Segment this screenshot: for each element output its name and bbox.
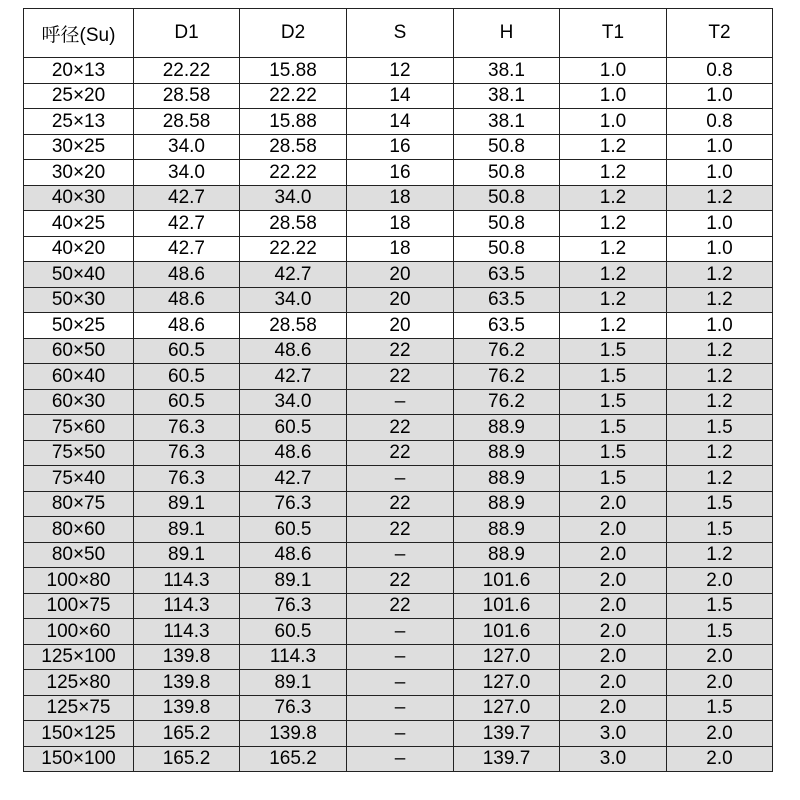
cell-h: 50.8 bbox=[454, 236, 560, 262]
cell-t2: 1.5 bbox=[667, 619, 773, 645]
cell-h: 63.5 bbox=[454, 262, 560, 288]
cell-d2: 28.58 bbox=[240, 313, 347, 339]
table-row bbox=[24, 287, 773, 313]
cell-d1: 48.6 bbox=[134, 313, 240, 339]
cell-d1: 60.5 bbox=[134, 338, 240, 364]
cell-t2: 1.2 bbox=[667, 440, 773, 466]
cell-nominal-size: 100×75 bbox=[24, 593, 134, 619]
table-row bbox=[24, 364, 773, 390]
cell-t1: 2.0 bbox=[560, 695, 667, 721]
cell-d2: 42.7 bbox=[240, 364, 347, 390]
cell-t2: 2.0 bbox=[667, 568, 773, 594]
cell-t1: 1.2 bbox=[560, 313, 667, 339]
cell-d2: 60.5 bbox=[240, 619, 347, 645]
cell-t2: 2.0 bbox=[667, 670, 773, 696]
table-row bbox=[24, 389, 773, 415]
cell-h: 76.2 bbox=[454, 389, 560, 415]
table-row bbox=[24, 313, 773, 339]
cell-d1: 42.7 bbox=[134, 185, 240, 211]
cell-t2: 1.2 bbox=[667, 364, 773, 390]
cell-nominal-size: 60×50 bbox=[24, 338, 134, 364]
table-row bbox=[24, 185, 773, 211]
cell-h: 88.9 bbox=[454, 491, 560, 517]
cell-d2: 76.3 bbox=[240, 491, 347, 517]
cell-d1: 165.2 bbox=[134, 721, 240, 747]
table-row bbox=[24, 440, 773, 466]
cell-s: – bbox=[347, 746, 454, 772]
cell-t2: 1.5 bbox=[667, 517, 773, 543]
cell-t2: 2.0 bbox=[667, 644, 773, 670]
cell-d2: 42.7 bbox=[240, 262, 347, 288]
cell-d1: 42.7 bbox=[134, 236, 240, 262]
cell-h: 50.8 bbox=[454, 185, 560, 211]
cell-h: 139.7 bbox=[454, 721, 560, 747]
cell-d2: 76.3 bbox=[240, 695, 347, 721]
table-row bbox=[24, 695, 773, 721]
cell-nominal-size: 40×30 bbox=[24, 185, 134, 211]
cell-s: 22 bbox=[347, 364, 454, 390]
cell-t1: 2.0 bbox=[560, 619, 667, 645]
cell-h: 50.8 bbox=[454, 211, 560, 237]
cell-s: 14 bbox=[347, 83, 454, 109]
header-nominal-size: 呼径(Su) bbox=[24, 9, 134, 58]
cell-d2: 15.88 bbox=[240, 58, 347, 84]
cell-d2: 60.5 bbox=[240, 415, 347, 441]
cell-t2: 1.2 bbox=[667, 542, 773, 568]
table-row bbox=[24, 593, 773, 619]
cell-h: 88.9 bbox=[454, 466, 560, 492]
table-row bbox=[24, 542, 773, 568]
cell-d1: 139.8 bbox=[134, 644, 240, 670]
cell-h: 88.9 bbox=[454, 440, 560, 466]
dimension-table bbox=[23, 8, 773, 772]
table-row bbox=[24, 58, 773, 84]
cell-d1: 34.0 bbox=[134, 134, 240, 160]
cell-h: 63.5 bbox=[454, 313, 560, 339]
cell-t1: 1.2 bbox=[560, 211, 667, 237]
header-d1: D1 bbox=[134, 9, 240, 58]
cell-t1: 1.2 bbox=[560, 287, 667, 313]
cell-h: 38.1 bbox=[454, 109, 560, 135]
cell-s: 20 bbox=[347, 287, 454, 313]
cell-nominal-size: 150×125 bbox=[24, 721, 134, 747]
cell-nominal-size: 125×80 bbox=[24, 670, 134, 696]
cell-h: 50.8 bbox=[454, 160, 560, 186]
cell-nominal-size: 80×60 bbox=[24, 517, 134, 543]
cell-d2: 89.1 bbox=[240, 670, 347, 696]
cell-d1: 76.3 bbox=[134, 466, 240, 492]
cell-h: 101.6 bbox=[454, 593, 560, 619]
table-row bbox=[24, 134, 773, 160]
cell-d1: 60.5 bbox=[134, 364, 240, 390]
cell-s: – bbox=[347, 542, 454, 568]
cell-h: 127.0 bbox=[454, 644, 560, 670]
cell-d1: 48.6 bbox=[134, 287, 240, 313]
cell-nominal-size: 80×50 bbox=[24, 542, 134, 568]
table-row bbox=[24, 83, 773, 109]
cell-s: 18 bbox=[347, 211, 454, 237]
cell-s: 20 bbox=[347, 313, 454, 339]
cell-d1: 48.6 bbox=[134, 262, 240, 288]
cell-t1: 1.5 bbox=[560, 389, 667, 415]
cell-nominal-size: 60×40 bbox=[24, 364, 134, 390]
cell-s: – bbox=[347, 466, 454, 492]
cell-nominal-size: 125×75 bbox=[24, 695, 134, 721]
cell-s: – bbox=[347, 695, 454, 721]
cell-nominal-size: 75×40 bbox=[24, 466, 134, 492]
cell-t1: 1.0 bbox=[560, 109, 667, 135]
cell-d2: 48.6 bbox=[240, 440, 347, 466]
table-row bbox=[24, 721, 773, 747]
cell-t1: 2.0 bbox=[560, 670, 667, 696]
cell-t1: 1.5 bbox=[560, 415, 667, 441]
cell-d1: 165.2 bbox=[134, 746, 240, 772]
cell-t2: 1.2 bbox=[667, 262, 773, 288]
cell-d1: 42.7 bbox=[134, 211, 240, 237]
cell-t1: 1.2 bbox=[560, 185, 667, 211]
cell-t1: 1.5 bbox=[560, 338, 667, 364]
cell-d2: 34.0 bbox=[240, 389, 347, 415]
cell-s: 22 bbox=[347, 593, 454, 619]
cell-t1: 1.5 bbox=[560, 364, 667, 390]
cell-d1: 89.1 bbox=[134, 491, 240, 517]
header-h: H bbox=[454, 9, 560, 58]
header-t1: T1 bbox=[560, 9, 667, 58]
cell-d2: 22.22 bbox=[240, 160, 347, 186]
cell-h: 88.9 bbox=[454, 542, 560, 568]
cell-s: 22 bbox=[347, 440, 454, 466]
cell-h: 139.7 bbox=[454, 746, 560, 772]
cell-t1: 2.0 bbox=[560, 568, 667, 594]
cell-t2: 1.0 bbox=[667, 236, 773, 262]
table-row bbox=[24, 415, 773, 441]
cell-t2: 1.0 bbox=[667, 160, 773, 186]
cell-nominal-size: 25×13 bbox=[24, 109, 134, 135]
cell-t2: 1.2 bbox=[667, 389, 773, 415]
cell-t1: 1.0 bbox=[560, 83, 667, 109]
cell-s: 14 bbox=[347, 109, 454, 135]
cell-d2: 34.0 bbox=[240, 287, 347, 313]
cell-d2: 22.22 bbox=[240, 236, 347, 262]
cell-nominal-size: 75×50 bbox=[24, 440, 134, 466]
cell-nominal-size: 100×80 bbox=[24, 568, 134, 594]
cell-nominal-size: 50×25 bbox=[24, 313, 134, 339]
cell-t2: 2.0 bbox=[667, 746, 773, 772]
header-t2: T2 bbox=[667, 9, 773, 58]
cell-nominal-size: 30×20 bbox=[24, 160, 134, 186]
table-row bbox=[24, 517, 773, 543]
cell-t1: 1.2 bbox=[560, 160, 667, 186]
table-row bbox=[24, 109, 773, 135]
cell-s: 16 bbox=[347, 134, 454, 160]
cell-t2: 0.8 bbox=[667, 109, 773, 135]
table-row bbox=[24, 262, 773, 288]
cell-d1: 114.3 bbox=[134, 593, 240, 619]
cell-s: 22 bbox=[347, 338, 454, 364]
cell-d1: 76.3 bbox=[134, 440, 240, 466]
table-row bbox=[24, 619, 773, 645]
cell-t2: 0.8 bbox=[667, 58, 773, 84]
cell-s: – bbox=[347, 670, 454, 696]
cell-d1: 28.58 bbox=[134, 83, 240, 109]
cell-t2: 1.5 bbox=[667, 415, 773, 441]
cell-nominal-size: 30×25 bbox=[24, 134, 134, 160]
cell-h: 63.5 bbox=[454, 287, 560, 313]
cell-nominal-size: 125×100 bbox=[24, 644, 134, 670]
cell-d2: 34.0 bbox=[240, 185, 347, 211]
cell-t1: 3.0 bbox=[560, 746, 667, 772]
cell-s: 18 bbox=[347, 185, 454, 211]
cell-t2: 1.2 bbox=[667, 287, 773, 313]
cell-t1: 1.2 bbox=[560, 134, 667, 160]
table-row bbox=[24, 491, 773, 517]
table-row bbox=[24, 338, 773, 364]
cell-t1: 2.0 bbox=[560, 491, 667, 517]
cell-h: 127.0 bbox=[454, 670, 560, 696]
cell-d1: 76.3 bbox=[134, 415, 240, 441]
cell-t1: 1.5 bbox=[560, 440, 667, 466]
cell-s: 22 bbox=[347, 415, 454, 441]
cell-s: 16 bbox=[347, 160, 454, 186]
cell-t2: 1.5 bbox=[667, 593, 773, 619]
table-header bbox=[24, 9, 773, 58]
cell-d2: 76.3 bbox=[240, 593, 347, 619]
cell-s: 22 bbox=[347, 491, 454, 517]
cell-s: 18 bbox=[347, 236, 454, 262]
cell-d1: 114.3 bbox=[134, 568, 240, 594]
table-row bbox=[24, 746, 773, 772]
cell-t1: 2.0 bbox=[560, 644, 667, 670]
header-d2: D2 bbox=[240, 9, 347, 58]
cell-t2: 1.2 bbox=[667, 466, 773, 492]
cell-h: 101.6 bbox=[454, 619, 560, 645]
cell-nominal-size: 100×60 bbox=[24, 619, 134, 645]
cell-h: 38.1 bbox=[454, 83, 560, 109]
cell-d2: 139.8 bbox=[240, 721, 347, 747]
cell-h: 88.9 bbox=[454, 415, 560, 441]
cell-d1: 89.1 bbox=[134, 542, 240, 568]
cell-h: 50.8 bbox=[454, 134, 560, 160]
cell-d1: 28.58 bbox=[134, 109, 240, 135]
cell-nominal-size: 25×20 bbox=[24, 83, 134, 109]
cell-d2: 28.58 bbox=[240, 211, 347, 237]
table-row bbox=[24, 466, 773, 492]
cell-s: 22 bbox=[347, 568, 454, 594]
cell-d1: 139.8 bbox=[134, 695, 240, 721]
table-row bbox=[24, 670, 773, 696]
cell-t1: 1.2 bbox=[560, 236, 667, 262]
cell-t1: 1.2 bbox=[560, 262, 667, 288]
cell-nominal-size: 20×13 bbox=[24, 58, 134, 84]
cell-d2: 28.58 bbox=[240, 134, 347, 160]
cell-d1: 89.1 bbox=[134, 517, 240, 543]
cell-d1: 34.0 bbox=[134, 160, 240, 186]
cell-t2: 2.0 bbox=[667, 721, 773, 747]
cell-h: 88.9 bbox=[454, 517, 560, 543]
cell-d2: 114.3 bbox=[240, 644, 347, 670]
cell-t1: 2.0 bbox=[560, 593, 667, 619]
cell-d1: 22.22 bbox=[134, 58, 240, 84]
cell-d2: 48.6 bbox=[240, 542, 347, 568]
cell-d2: 22.22 bbox=[240, 83, 347, 109]
cell-d2: 89.1 bbox=[240, 568, 347, 594]
cell-d1: 60.5 bbox=[134, 389, 240, 415]
table-row bbox=[24, 568, 773, 594]
cell-d2: 165.2 bbox=[240, 746, 347, 772]
cell-nominal-size: 40×20 bbox=[24, 236, 134, 262]
table-row bbox=[24, 160, 773, 186]
cell-t1: 2.0 bbox=[560, 517, 667, 543]
cell-t1: 1.5 bbox=[560, 466, 667, 492]
cell-d1: 139.8 bbox=[134, 670, 240, 696]
cell-s: 20 bbox=[347, 262, 454, 288]
cell-t2: 1.0 bbox=[667, 313, 773, 339]
cell-t2: 1.2 bbox=[667, 185, 773, 211]
cell-t2: 1.2 bbox=[667, 338, 773, 364]
table-row bbox=[24, 236, 773, 262]
cell-h: 76.2 bbox=[454, 338, 560, 364]
cell-t2: 1.5 bbox=[667, 695, 773, 721]
cell-t2: 1.5 bbox=[667, 491, 773, 517]
cell-h: 76.2 bbox=[454, 364, 560, 390]
cell-s: – bbox=[347, 619, 454, 645]
cell-s: 12 bbox=[347, 58, 454, 84]
cell-nominal-size: 75×60 bbox=[24, 415, 134, 441]
cell-nominal-size: 50×40 bbox=[24, 262, 134, 288]
table-row bbox=[24, 211, 773, 237]
cell-nominal-size: 150×100 bbox=[24, 746, 134, 772]
cell-d2: 60.5 bbox=[240, 517, 347, 543]
cell-nominal-size: 60×30 bbox=[24, 389, 134, 415]
cell-t1: 2.0 bbox=[560, 542, 667, 568]
cell-s: – bbox=[347, 644, 454, 670]
cell-nominal-size: 40×25 bbox=[24, 211, 134, 237]
cell-h: 101.6 bbox=[454, 568, 560, 594]
cell-t2: 1.0 bbox=[667, 83, 773, 109]
cell-s: – bbox=[347, 389, 454, 415]
table-row bbox=[24, 644, 773, 670]
cell-h: 127.0 bbox=[454, 695, 560, 721]
cell-t1: 1.0 bbox=[560, 58, 667, 84]
header-row bbox=[24, 9, 773, 58]
cell-h: 38.1 bbox=[454, 58, 560, 84]
cell-d2: 48.6 bbox=[240, 338, 347, 364]
cell-d2: 42.7 bbox=[240, 466, 347, 492]
cell-nominal-size: 80×75 bbox=[24, 491, 134, 517]
cell-t2: 1.0 bbox=[667, 211, 773, 237]
table-body bbox=[24, 58, 773, 772]
cell-t1: 3.0 bbox=[560, 721, 667, 747]
cell-s: – bbox=[347, 721, 454, 747]
header-s: S bbox=[347, 9, 454, 58]
cell-t2: 1.0 bbox=[667, 134, 773, 160]
cell-d2: 15.88 bbox=[240, 109, 347, 135]
cell-d1: 114.3 bbox=[134, 619, 240, 645]
cell-nominal-size: 50×30 bbox=[24, 287, 134, 313]
cell-s: 22 bbox=[347, 517, 454, 543]
